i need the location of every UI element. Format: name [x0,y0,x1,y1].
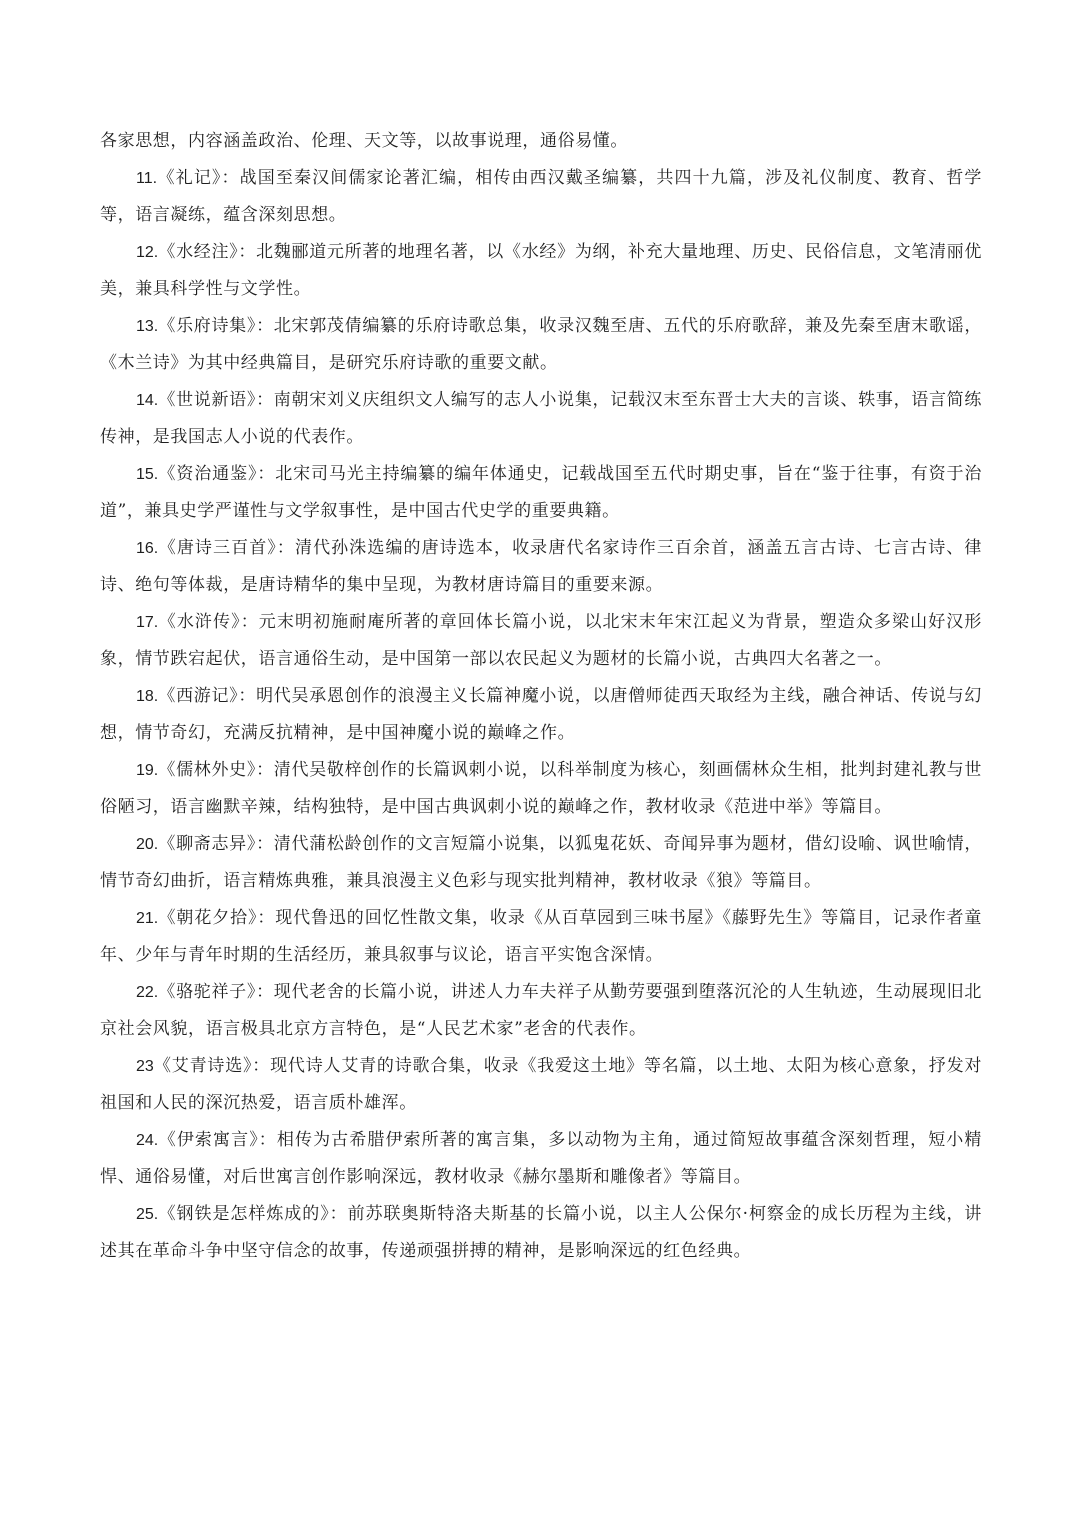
entry-20 [100,826,982,900]
entry-number: 19. [136,762,159,779]
entry-number: 22. [136,984,159,1001]
entry-text: 《水经注》：北魏郦道元所著的地理名著，以《水经》为纲，补充大量地理、历史、民俗信息，文笔清丽优美，兼具科学性与文学性。 [100,242,982,299]
entry-text: 《朝花夕拾》：现代鲁迅的回忆性散文集，收录《从百草园到三味书屋》《藤野先生》等篇目，记录作者童年、少年与青年时期的生活经历，兼具叙事与议论，语言平实饱含深情。 [100,908,982,965]
entry-number: 13. [136,318,159,335]
entry-21 [100,900,982,974]
entry-number: 23 [136,1058,154,1075]
entry-12 [100,234,982,308]
entry-text: 《水浒传》：元末明初施耐庵所著的章回体长篇小说，以北宋末年宋江起义为背景，塑造众多梁山好汉形象，情节跌宕起伏，语言通俗生动，是中国第一部以农民起义为题材的长篇小说，古典四大名著之一。 [100,612,982,669]
entry-14 [100,382,982,456]
entry-number: 18. [136,688,159,705]
entry-text: 《礼记》：战国至秦汉间儒家论著汇编，相传由西汉戴圣编纂，共四十九篇，涉及礼仪制度、教育、哲学等，语言凝练，蕴含深刻思想。 [100,168,982,225]
entry-number: 20. [136,836,159,853]
entry-11 [100,160,982,234]
entry-number: 24. [136,1132,159,1149]
entry-text: 《世说新语》：南朝宋刘义庆组织文人编写的志人小说集，记载汉末至东晋士大夫的言谈、轶事，语言简练传神，是我国志人小说的代表作。 [100,390,982,447]
document-body [100,123,982,1270]
entry-18 [100,678,982,752]
entry-text: 《钢铁是怎样炼成的》：前苏联奥斯特洛夫斯基的长篇小说，以主人公保尔·柯察金的成长历程为主线，讲述其在革命斗争中坚守信念的故事，传递顽强拼搏的精神，是影响深远的红色经典。 [100,1204,982,1261]
entry-text: 《伊索寓言》：相传为古希腊伊索所著的寓言集，多以动物为主角，通过简短故事蕴含深刻哲理，短小精悍、通俗易懂，对后世寓言创作影响深远，教材收录《赫尔墨斯和雕像者》等篇目。 [100,1130,982,1187]
entry-17 [100,604,982,678]
entry-text: 《乐府诗集》：北宋郭茂倩编纂的乐府诗歌总集，收录汉魏至唐、五代的乐府歌辞，兼及先秦至唐末歌谣，《木兰诗》为其中经典篇目，是研究乐府诗歌的重要文献。 [100,316,982,373]
entry-text: 《资治通鉴》：北宋司马光主持编纂的编年体通史，记载战国至五代时期史事，旨在“鉴于往事，有资于治道”，兼具史学严谨性与文学叙事性，是中国古代史学的重要典籍。 [100,464,982,521]
entry-22 [100,974,982,1048]
entry-16 [100,530,982,604]
entry-13 [100,308,982,382]
entry-23 [100,1048,982,1122]
entry-number: 12. [136,244,159,261]
entry-number: 14. [136,392,159,409]
entry-text: 《骆驼祥子》：现代老舍的长篇小说，讲述人力车夫祥子从勤劳要强到堕落沉沦的人生轨迹，生动展现旧北京社会风貌，语言极具北京方言特色，是“人民艺术家”老舍的代表作。 [100,982,982,1039]
entry-24 [100,1122,982,1196]
entry-number: 15. [136,466,159,483]
intro-continuation: 各家思想，内容涵盖政治、伦理、天文等，以故事说理，通俗易懂。 [100,131,628,151]
entry-19 [100,752,982,826]
entry-25 [100,1196,982,1270]
entry-number: 16. [136,540,159,557]
entry-number: 17. [136,614,159,631]
entry-15 [100,456,982,530]
entry-text: 《聊斋志异》：清代蒲松龄创作的文言短篇小说集，以狐鬼花妖、奇闻异事为题材，借幻设喻、讽世喻情，情节奇幻曲折，语言精炼典雅，兼具浪漫主义色彩与现实批判精神，教材收录《狼》等篇目。 [100,834,982,891]
entry-number: 25. [136,1206,159,1223]
entry-text: 《唐诗三百首》：清代孙洙选编的唐诗选本，收录唐代名家诗作三百余首，涵盖五言古诗、七言古诗、律诗、绝句等体裁，是唐诗精华的集中呈现，为教材唐诗篇目的重要来源。 [100,538,982,595]
entry-text: 《西游记》：明代吴承恩创作的浪漫主义长篇神魔小说，以唐僧师徒西天取经为主线，融合神话、传说与幻想，情节奇幻，充满反抗精神，是中国神魔小说的巅峰之作。 [100,686,982,743]
entry-number: 21. [136,910,159,927]
entry-text: 《艾青诗选》：现代诗人艾青的诗歌合集，收录《我爱这土地》等名篇，以土地、太阳为核心意象，抒发对祖国和人民的深沉热爱，语言质朴雄浑。 [100,1056,982,1113]
entry-text: 《儒林外史》：清代吴敬梓创作的长篇讽刺小说，以科举制度为核心，刻画儒林众生相，批判封建礼教与世俗陋习，语言幽默辛辣，结构独特，是中国古典讽刺小说的巅峰之作，教材收录《范进中举》等篇目。 [100,760,982,817]
entry-number: 11. [136,170,158,187]
